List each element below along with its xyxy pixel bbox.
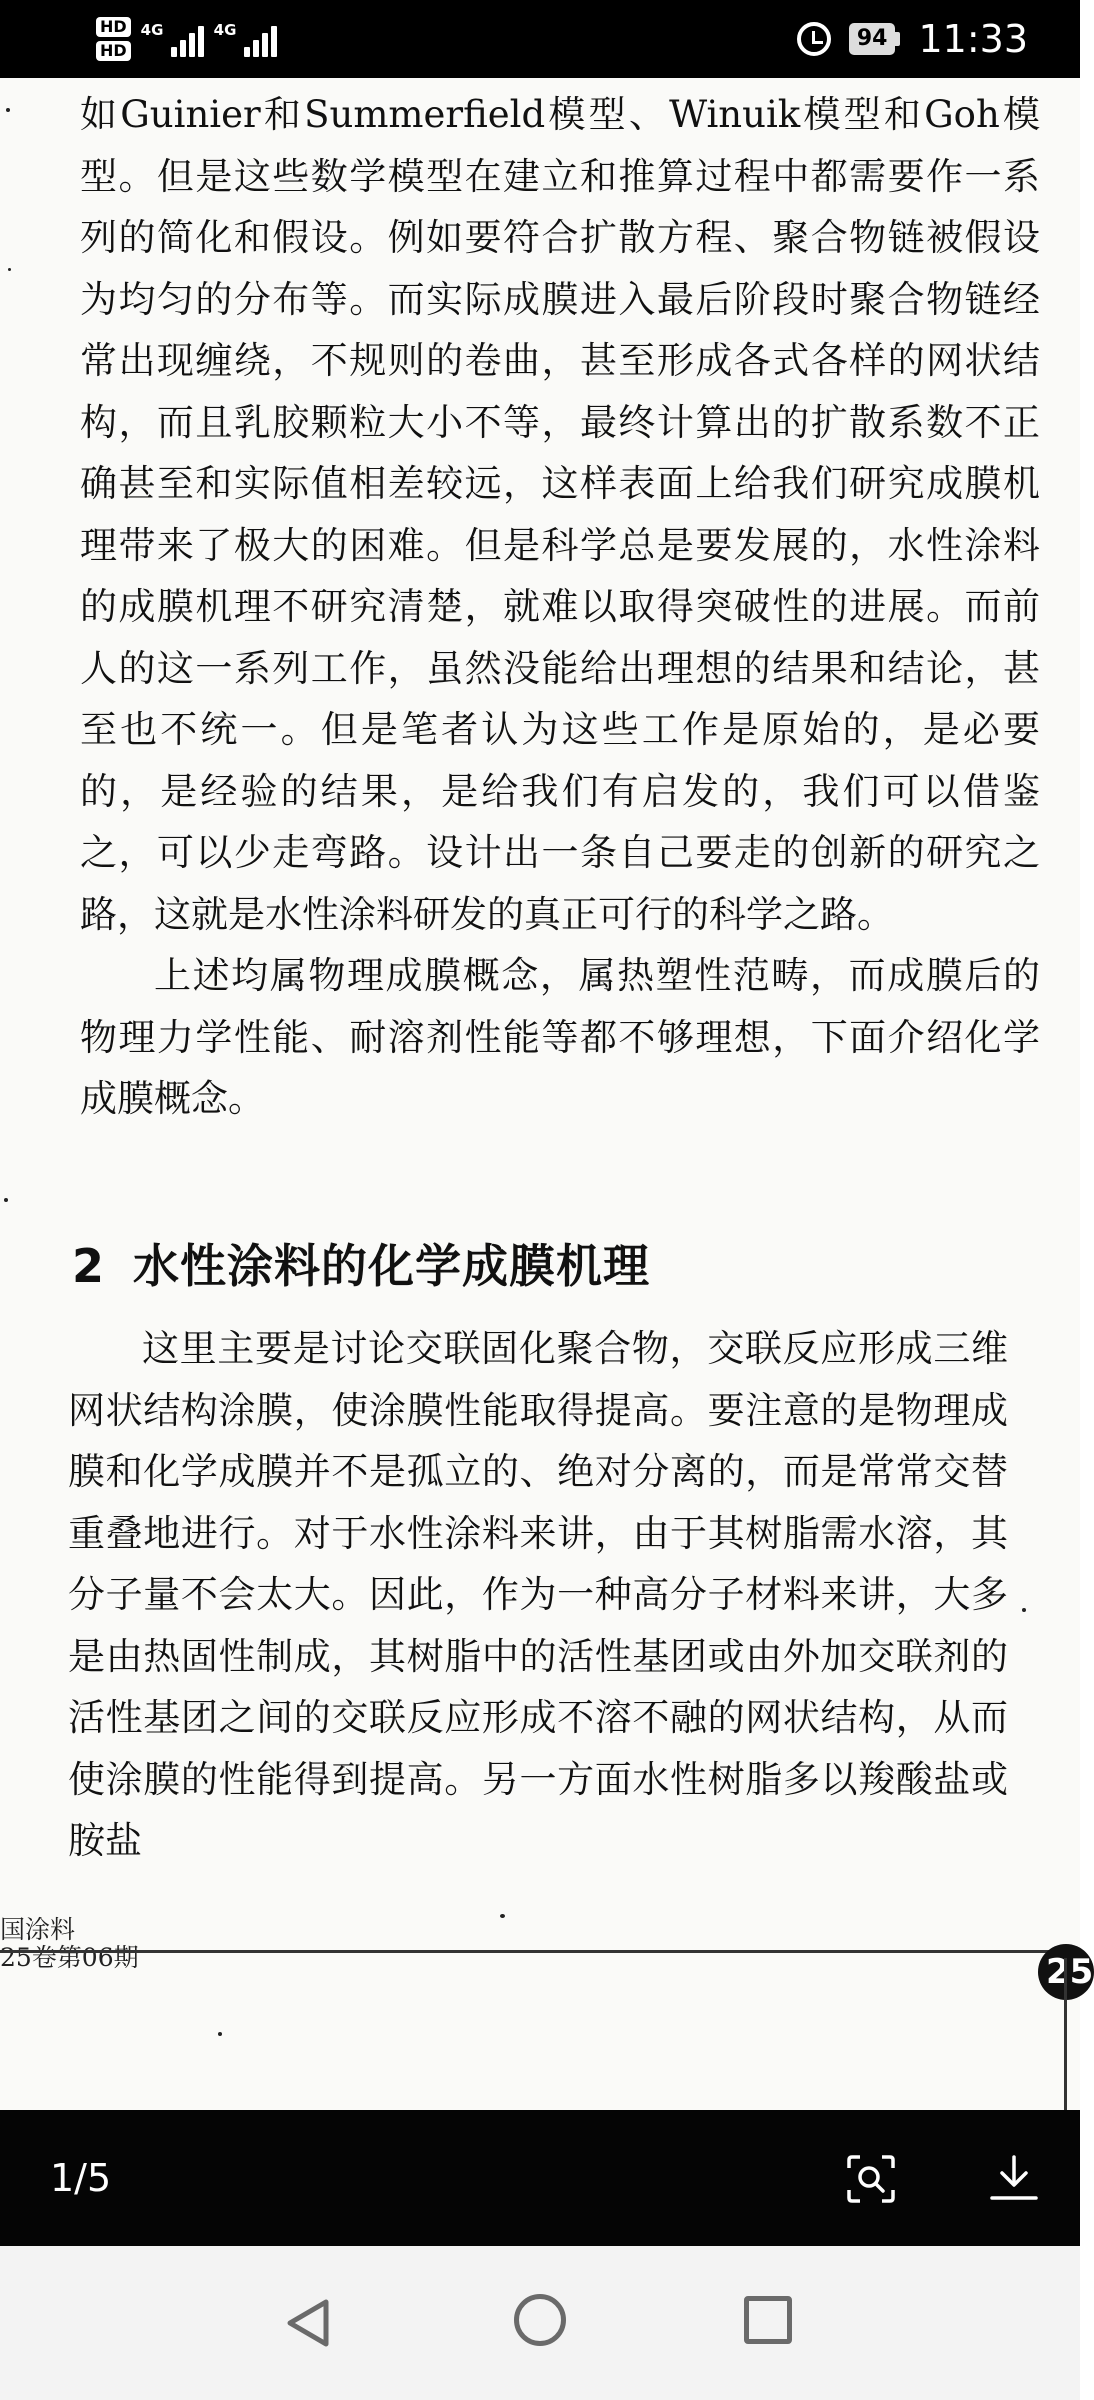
- journal-name: 国涂料: [0, 1915, 76, 1944]
- battery-icon: [849, 23, 901, 55]
- recent-apps-button[interactable]: [744, 2296, 792, 2344]
- scan-search-icon: [846, 2154, 896, 2204]
- download-button[interactable]: [986, 2154, 1042, 2204]
- section-heading: [72, 1230, 650, 1296]
- back-button[interactable]: [282, 2296, 336, 2350]
- paragraph-2: 上述均属物理成膜概念，属热塑性范畴，而成膜后的物理力学性能、耐溶剂性能等都不够理想，下面介绍化学成膜概念。: [80, 954, 1040, 1120]
- battery-level: 94: [849, 23, 896, 55]
- paragraph-3: 这里主要是讨论交联固化聚合物，交联反应形成三维网状结构涂膜，使涂膜性能取得提高。要注意的是物理成膜和化学成膜并不是孤立的、绝对分离的，而是常常交替重叠地进行。对于水性涂料来讲，由于其树脂需水溶，其分子量不会太大。因此，作为一种高分子材料来讲，大多是由热固性制成，其树脂中的活性基团或由外加交联剂的活性基团之间的交联反应形成不溶不融的网状结构，从而使涂膜的性能得到提高。另一方面水性树脂多以羧酸盐或胺盐: [68, 1327, 1008, 1862]
- document-body-bottom: [68, 1318, 1008, 1872]
- footer-rule: [0, 1950, 1060, 1953]
- scan-speck: [1022, 1608, 1026, 1612]
- signal-icon-sim1: [141, 21, 204, 57]
- download-icon: [986, 2154, 1042, 2204]
- scan-speck: [500, 1914, 505, 1918]
- scan-speck: [8, 268, 11, 271]
- page-number-badge: 25: [1038, 1944, 1094, 2000]
- status-bar: [0, 0, 1080, 78]
- status-right: [797, 0, 1028, 78]
- navigation-bar: [0, 2246, 1080, 2400]
- back-triangle-icon: [282, 2296, 336, 2350]
- journal-volume: 25卷第06期: [0, 1943, 139, 1972]
- home-button[interactable]: [514, 2294, 566, 2346]
- hd-badge-1: HD: [96, 17, 131, 37]
- hd-indicators: [96, 17, 131, 61]
- section-number: 2: [72, 1239, 106, 1293]
- scan-speck: [4, 1198, 8, 1202]
- paragraph-1: 如Guinier和Summerfield模型、Winuik模型和Goh模型。但是这些数学模型在建立和推算过程中都需要作一系列的简化和假设。例如要符合扩散方程、聚合物链被假设为均匀的分布等。而实际成膜进入最后阶段时聚合物链经常出现缠绕，不规则的卷曲，甚至形成各式各样的网状结构，而且乳胶颗粒大小不等，最终计算出的扩散系数不正确甚至和实际值相差较远，这样表面上给我们研究成膜机理带来了极大的困难。但是科学总是要发展的，水性涂料的成膜机理不研究清楚，就难以取得突破性的进展。而前人的这一系列工作，虽然没能给出理想的结果和结论，甚至也不统一。但是笔者认为这些工作是原始的，是必要的，是经验的结果，是给我们有启发的，我们可以借鉴之，可以少走弯路。设计出一条自己要走的创新的研究之路，这就是水性涂料研发的真正可行的科学之路。: [80, 93, 1040, 936]
- document-page[interactable]: [0, 78, 1094, 2110]
- page-indicator: 1/5: [50, 2156, 112, 2200]
- scan-speck: [6, 108, 10, 112]
- section-title: 水性涂料的化学成膜机理: [133, 1239, 651, 1293]
- viewer-toolbar: [0, 2110, 1080, 2246]
- signal-icon-sim2: [214, 21, 277, 57]
- scan-search-button[interactable]: [846, 2154, 896, 2204]
- clock: 11:33: [918, 17, 1028, 61]
- scan-speck: [218, 2032, 222, 2036]
- network-type-1: 4G: [140, 21, 164, 39]
- network-type-2: 4G: [213, 21, 237, 39]
- alarm-icon: [797, 22, 831, 56]
- status-left: [96, 8, 277, 70]
- journal-footer: [0, 1916, 139, 1972]
- document-body-top: [80, 78, 1040, 1130]
- hd-badge-2: HD: [96, 41, 131, 61]
